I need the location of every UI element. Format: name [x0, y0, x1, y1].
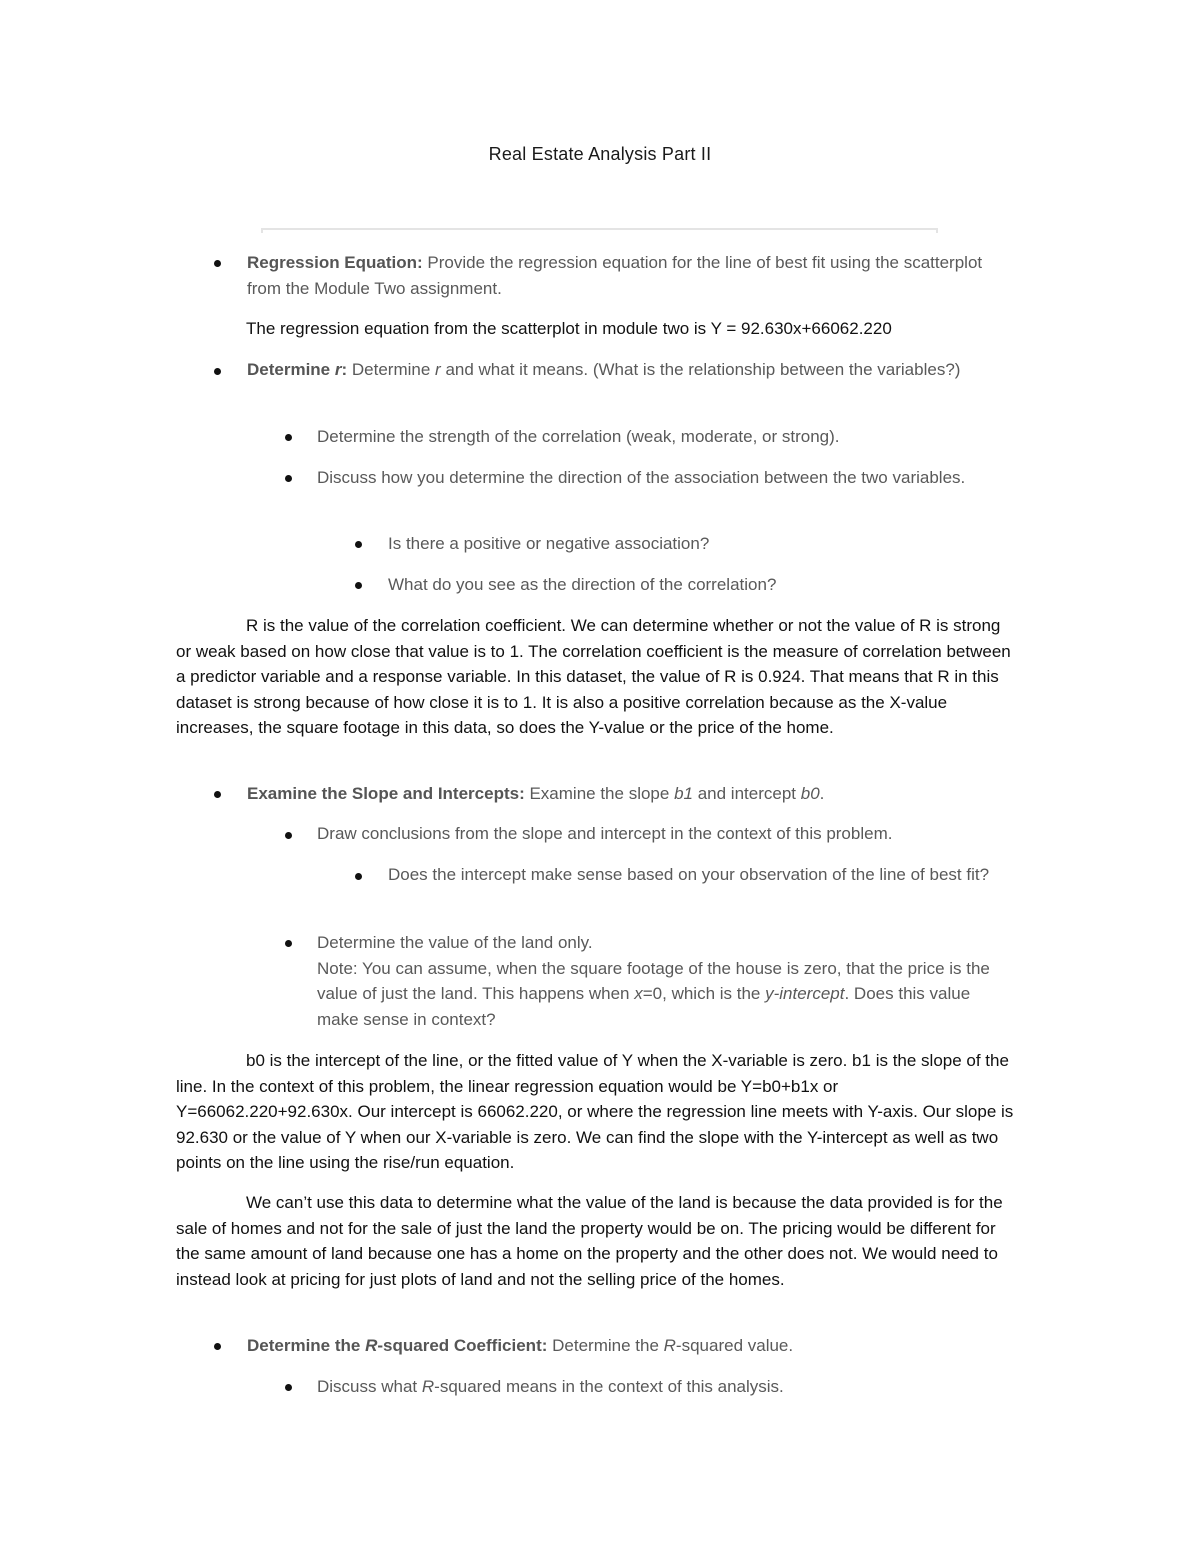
slope-intercept-prompt: Examine the Slope and Intercepts: Examine the slope b1 and intercept b0.: [247, 784, 825, 803]
bullet-icon: [214, 368, 221, 375]
bullet-icon: [285, 940, 292, 947]
determine-r-sub2: Discuss how you determine the direction of the association between the two variables.: [317, 468, 966, 487]
bullet-icon: [355, 873, 362, 880]
regression-prompt: [247, 250, 1007, 301]
determine-r-answer: R is the value of the correlation coefficient. We can determine whether or not the value of R is strong or weak based on how close that value is to 1. The correlation coefficient is the measure of correlation between a predictor variable and a response variable. In this dataset, the value of R is 0.924. That means that R in this dataset is strong because of how close it is to 1. It is also a positive correlation because as the X-value increases, the square footage in this data, so does the Y-value or the price of the home.: [176, 616, 1011, 738]
regression-heading: Regression Equation:: [247, 253, 423, 272]
determine-r-sub2b: What do you see as the direction of the correlation?: [388, 575, 777, 594]
land-value-prompt: Determine the value of the land only.: [317, 933, 593, 952]
bullet-icon: [214, 791, 221, 798]
determine-r-prompt: Determine r: Determine r and what it means. (What is the relationship between the variables?): [247, 360, 961, 379]
r-squared-sub1: Discuss what R-squared means in the context of this analysis.: [317, 1377, 784, 1396]
bullet-icon: [355, 582, 362, 589]
bullet-icon: [285, 475, 292, 482]
bullet-icon: [285, 832, 292, 839]
bullet-icon: [355, 541, 362, 548]
determine-r-heading: Determine r:: [247, 360, 348, 379]
slope-intercept-answer-1: b0 is the intercept of the line, or the fitted value of Y when the X-variable is zero. b1 is the slope of the line. In the context of this problem, the linear regression equation would be Y=b0+b1x or Y=66062.220+92.630x. Our intercept is 66062.220, or where the regression line meets with Y-axis. Our slope is 92.630 or the value of Y when our X-variable is zero. We can find the slope with the Y-intercept as well as two points on the line using the rise/run equation.: [176, 1051, 1014, 1173]
bullet-icon: [214, 260, 221, 267]
slope-intercept-sub2: [317, 930, 1007, 1032]
r-squared-prompt: Determine the R-squared Coefficient: Determine the R-squared value.: [247, 1336, 794, 1355]
slope-intercept-sub1a: Does the intercept make sense based on your observation of the line of best fit?: [388, 865, 990, 884]
slope-intercept-answer-2: We can’t use this data to determine what the value of the land is because the data provided is for the sale of homes and not for the sale of just the land the property would be on. The pricing would be different for the same amount of land because one has a home on the property and the other does not. We would need to instead look at pricing for just plots of land and not the selling price of the homes.: [176, 1193, 1003, 1289]
bullet-icon: [214, 1343, 221, 1350]
r-squared-heading: Determine the R-squared Coefficient:: [247, 1336, 548, 1355]
bullet-icon: [285, 434, 292, 441]
slope-intercept-heading: Examine the Slope and Intercepts:: [247, 784, 525, 803]
determine-r-sub2a: Is there a positive or negative association?: [388, 534, 710, 553]
regression-answer: The regression equation from the scatterplot in module two is Y = 92.630x+66062.220: [246, 319, 892, 338]
document-title: Real Estate Analysis Part II: [488, 144, 712, 164]
slope-intercept-sub1: Draw conclusions from the slope and intercept in the context of this problem.: [317, 824, 893, 843]
land-value-note: Note: You can assume, when the square footage of the house is zero, that the price is the value of just the land. This happens when x=0, which is the y-intercept. Does this value make sense in context?: [317, 958, 990, 1029]
title-divider: [261, 228, 938, 230]
bullet-icon: [285, 1384, 292, 1391]
regression-prompt-text: Provide the regression equation for the line of best fit using the scatterplot from the Module Two assignment.: [247, 253, 983, 298]
determine-r-sub1: Determine the strength of the correlation (weak, moderate, or strong).: [317, 427, 840, 446]
